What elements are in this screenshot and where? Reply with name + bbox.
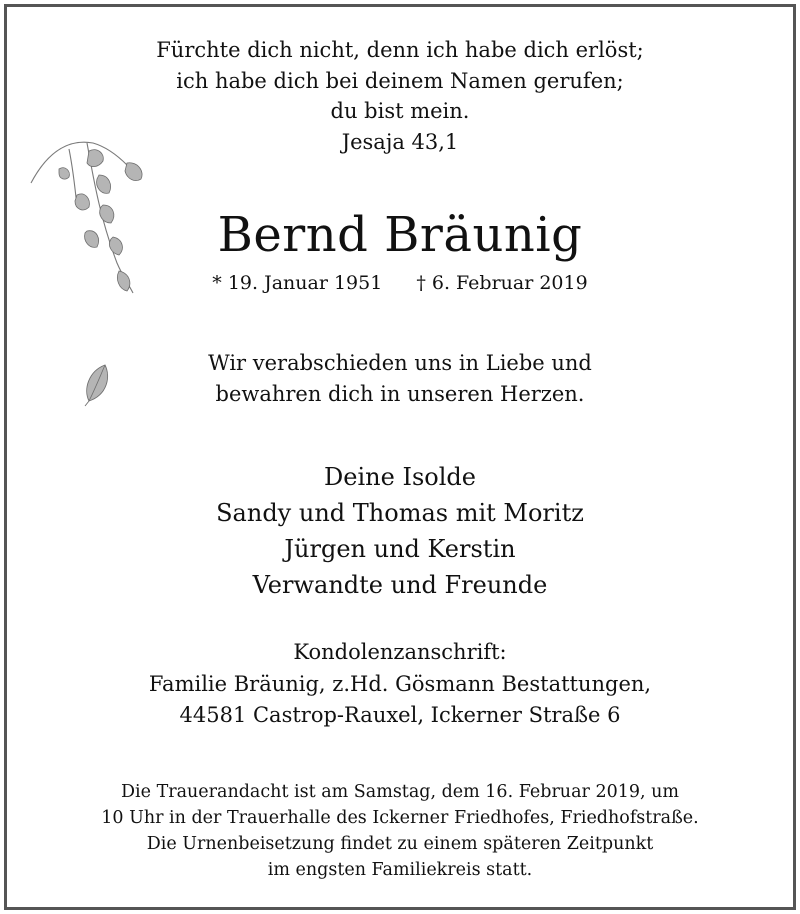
farewell-line: bewahren dich in unseren Herzen. <box>215 382 585 406</box>
condolence-address <box>7 637 793 732</box>
service-line: 10 Uhr in der Trauerhalle des Ickerner Friedhofes, Friedhofstraße. <box>101 808 699 828</box>
service-line: im engsten Familiekreis statt. <box>267 860 533 880</box>
bible-verse <box>7 35 793 157</box>
life-dates <box>7 269 793 297</box>
condolence-line: Familie Bräunig, z.Hd. Gösmann Bestattungen, <box>148 671 652 696</box>
service-line: Die Trauerandacht ist am Samstag, dem 16. Februar 2019, um <box>121 782 679 802</box>
service-notice <box>7 779 793 883</box>
mourners-list <box>7 459 793 603</box>
birth-date: * 19. Januar 1951 <box>212 272 383 294</box>
condolence-heading: Kondolenzanschrift: <box>293 640 507 664</box>
service-line: Die Urnenbeisetzung findet zu einem späteren Zeitpunkt <box>146 834 654 854</box>
mourner-entry: Sandy und Thomas mit Moritz <box>216 499 584 527</box>
mourner-entry: Verwandte und Freunde <box>252 571 548 599</box>
farewell-text <box>7 348 793 410</box>
obituary-frame <box>4 4 796 910</box>
verse-line: Fürchte dich nicht, denn ich habe dich erlöst; <box>156 38 644 62</box>
farewell-line: Wir verabschieden uns in Liebe und <box>208 351 592 375</box>
mourner-entry: Jürgen und Kerstin <box>284 535 516 563</box>
verse-line: ich habe dich bei deinem Namen gerufen; <box>176 68 624 93</box>
condolence-line: 44581 Castrop-Rauxel, Ickerner Straße 6 <box>179 703 621 727</box>
verse-line: du bist mein. <box>330 99 470 123</box>
mourner-entry: Deine Isolde <box>324 463 476 491</box>
death-date: † 6. Februar 2019 <box>416 272 588 294</box>
deceased-name: Bernd Bräunig <box>217 207 583 263</box>
verse-reference: Jesaja 43,1 <box>341 129 459 154</box>
